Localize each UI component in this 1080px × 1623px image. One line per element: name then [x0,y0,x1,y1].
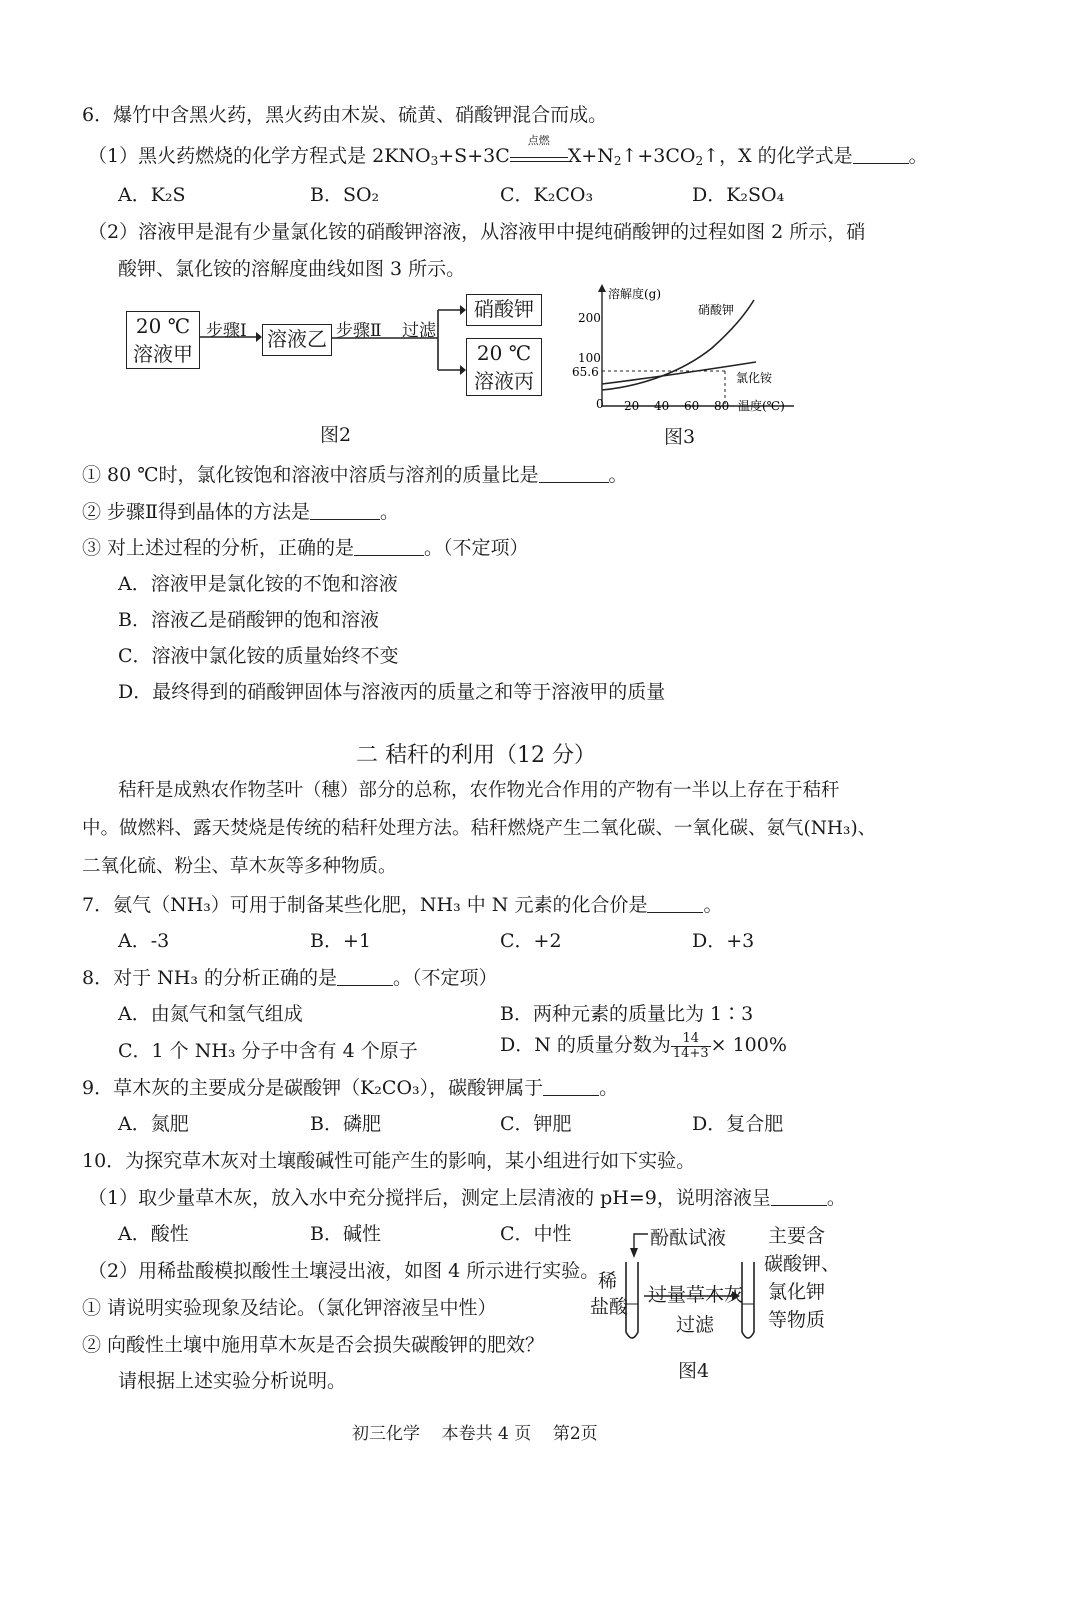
q10-stem: 10．为探究草木灰对土壤酸碱性可能产生的影响，某小组进行如下实验。 [82,1150,696,1172]
figure3-caption: 图3 [664,426,696,448]
flow-box-kno3: 硝酸钾 [466,294,542,326]
fig4-mid-label-2: 过滤 [676,1314,715,1336]
q6-part2-line2: 酸钾、氯化铵的溶解度曲线如图 3 所示。 [118,258,466,280]
q6-eq-mid: +S+3C [438,145,510,167]
q6-opt-b: B．SO₂ [310,184,380,206]
x-tick-0: 0 [596,397,604,411]
q10-part1: （1）取少量草木灰，放入水中充分搅拌后，测定上层清液的 pH=9，说明溶液呈 。 [88,1187,846,1209]
answer-blank[interactable] [310,503,380,520]
solubility-chart [572,282,802,416]
q6-eq-after: X+N [567,145,614,167]
q7-opt-c: C．+2 [500,930,562,952]
q6-stem: 6．爆竹中含黑火药，黑火药由木炭、硫黄、硝酸钾混合而成。 [82,104,608,126]
q7-opt-d: D．+3 [692,930,755,952]
section2-para-line2: 中。做燃料、露天焚烧是传统的秸秆处理方法。秸秆燃烧产生二氧化碳、一氧化碳、氨气(NH₃)、 [82,818,877,839]
flow-arrow-split [330,298,470,398]
section2-para-line3: 二氧化硫、粉尘、草木灰等多种物质。 [82,856,397,877]
page-footer: 初三化学 本卷共 4 页 第2页 [352,1424,598,1444]
flow-box-solution-b: 溶液乙 [262,324,332,356]
q6-sub3-opt-b: B．溶液乙是硝酸钾的饱和溶液 [118,609,379,631]
x-tick-60: 60 [684,399,700,413]
figure2-caption: 图2 [320,424,352,446]
fig4-result-label-1: 主要含 [768,1225,826,1247]
y-tick-200: 200 [578,311,601,325]
flow-arrow-1 [198,330,262,344]
answer-blank[interactable] [647,896,703,913]
q7-opt-a: A．-3 [118,930,170,952]
fig4-acid-label-1: 稀 [598,1270,618,1292]
x-tick-40: 40 [654,399,670,413]
q6-opt-a: A．K₂S [118,184,186,206]
section2-para-line1: 秸秆是成熟农作物茎叶（穗）部分的总称，农作物光合作用的产物有一半以上存在于秸秆 [118,780,840,801]
nh4cl-label: 氯化铵 [736,371,773,385]
flow-box-solution-c: 20 ℃ 溶液丙 [466,338,542,396]
x-axis-label: 温度(℃) [738,399,785,413]
flow-filter-label: 过滤 [402,321,436,341]
answer-blank[interactable] [539,466,609,483]
q6-eq-prefix: （1）黑火药燃烧的化学方程式是 2KNO [88,145,431,167]
q6-sub3-opt-d: D．最终得到的硝酸钾固体与溶液丙的质量之和等于溶液甲的质量 [118,681,666,703]
q6-sub3: ③ 对上述过程的分析，正确的是 。（不定项） [82,537,529,559]
reaction-arrow [510,134,568,162]
q10-opt-a: A．酸性 [118,1223,189,1245]
q6-opt-c: C．K₂CO₃ [500,184,594,206]
q10-opt-c: C．中性 [500,1223,572,1245]
q9-opt-a: A．氮肥 [118,1113,189,1135]
answer-blank[interactable] [771,1189,827,1206]
q6-part2-line1: （2）溶液甲是混有少量氯化铵的硝酸钾溶液，从溶液甲中提纯硝酸钾的过程如图 2 所示，硝 [88,221,866,243]
q8-opt-d: D．N 的质量分数为 $\frac{14}{14+3}$ × 100% [500,1030,787,1061]
dropper-arrow-head [630,1248,638,1258]
figure4-caption: 图4 [678,1360,710,1382]
fig4-mid-label-1: 过量草木灰 [648,1284,744,1306]
q8-stem: 8．对于 NH₃ 的分析正确的是 。（不定项） [82,967,498,989]
answer-blank[interactable] [337,969,393,986]
fig4-result-label-2: 碳酸钾、 [764,1253,841,1275]
fig4-result-label-4: 等物质 [768,1309,826,1331]
flow-step2-label: 步骤Ⅱ [336,321,382,341]
q7-stem: 7．氨气（NH₃）可用于制备某些化肥，NH₃ 中 N 元素的化合价是 。 [82,894,723,916]
q6-part1: （1）黑火药燃烧的化学方程式是 $2KNO_3+S+3C$ 点燃 $X+N_2↑+3CO_2↑$，X 的化学式是 。 [88,134,928,168]
answer-blank[interactable] [853,147,909,164]
q8-opt-a: A．由氮气和氢气组成 [118,1003,303,1025]
q9-opt-d: D．复合肥 [692,1113,784,1135]
flow-step1-label: 步骤Ⅰ [206,321,247,341]
y-tick-100: 100 [578,351,601,365]
q8-opt-c: C．1 个 NH₃ 分子中含有 4 个原子 [118,1040,418,1062]
fig4-acid-label-2: 盐酸 [590,1296,629,1318]
q6-sub2: ② 步骤Ⅱ得到晶体的方法是 。 [82,501,399,523]
y-axis-label: 溶解度(g) [608,287,662,301]
flow-box-solution-a: 20 ℃ 溶液甲 [126,311,200,369]
nh4cl-curve [602,362,756,384]
x-tick-20: 20 [624,399,640,413]
fig4-indicator-label: 酚酞试液 [650,1227,727,1249]
q8-opt-b: B．两种元素的质量比为 1∶3 [500,1003,754,1025]
fig4-result-label-3: 氯化钾 [768,1281,826,1303]
answer-blank[interactable] [543,1079,599,1096]
q9-opt-c: C．钾肥 [500,1113,572,1135]
q6-sub3-opt-c: C．溶液中氯化铵的质量始终不变 [118,645,399,667]
q9-stem: 9．草木灰的主要成分是碳酸钾（K₂CO₃），碳酸钾属于 。 [82,1077,619,1099]
q6-opt-d: D．K₂SO₄ [692,184,785,206]
reaction-condition: 点燃 [527,134,550,147]
q6-sub1: ① 80 ℃时，氯化铵饱和溶液中溶质与溶剂的质量比是 。 [82,464,628,486]
mass-fraction: $\frac{14}{14+3}$ [672,1030,709,1061]
q6-eq-after2: ↑+3CO [621,145,696,167]
y-tick-65-6: 65.6 [572,365,599,379]
q7-opt-b: B．+1 [310,930,371,952]
answer-blank[interactable] [354,539,424,556]
q6-eq-after3: ↑，X 的化学式是 [703,145,853,167]
q6-sub3-opt-a: A．溶液甲是氯化铵的不饱和溶液 [118,573,398,595]
q10-sub2: ② 向酸性土壤中施用草木灰是否会损失碳酸钾的肥效？ [82,1334,545,1356]
q10-sub1: ① 请说明实验现象及结论。（氯化钾溶液呈中性） [82,1297,497,1319]
q9-opt-b: B．磷肥 [310,1113,381,1135]
kno3-label: 硝酸钾 [698,303,735,317]
section2-title: 二 秸秆的利用（12 分） [356,743,596,768]
q10-sub3: 请根据上述实验分析说明。 [118,1370,347,1392]
test-tube-right [742,1262,754,1338]
x-tick-80: 80 [714,399,730,413]
q10-part2: （2）用稀盐酸模拟酸性土壤浸出液，如图 4 所示进行实验。 [88,1260,600,1282]
q10-opt-b: B．碱性 [310,1223,381,1245]
